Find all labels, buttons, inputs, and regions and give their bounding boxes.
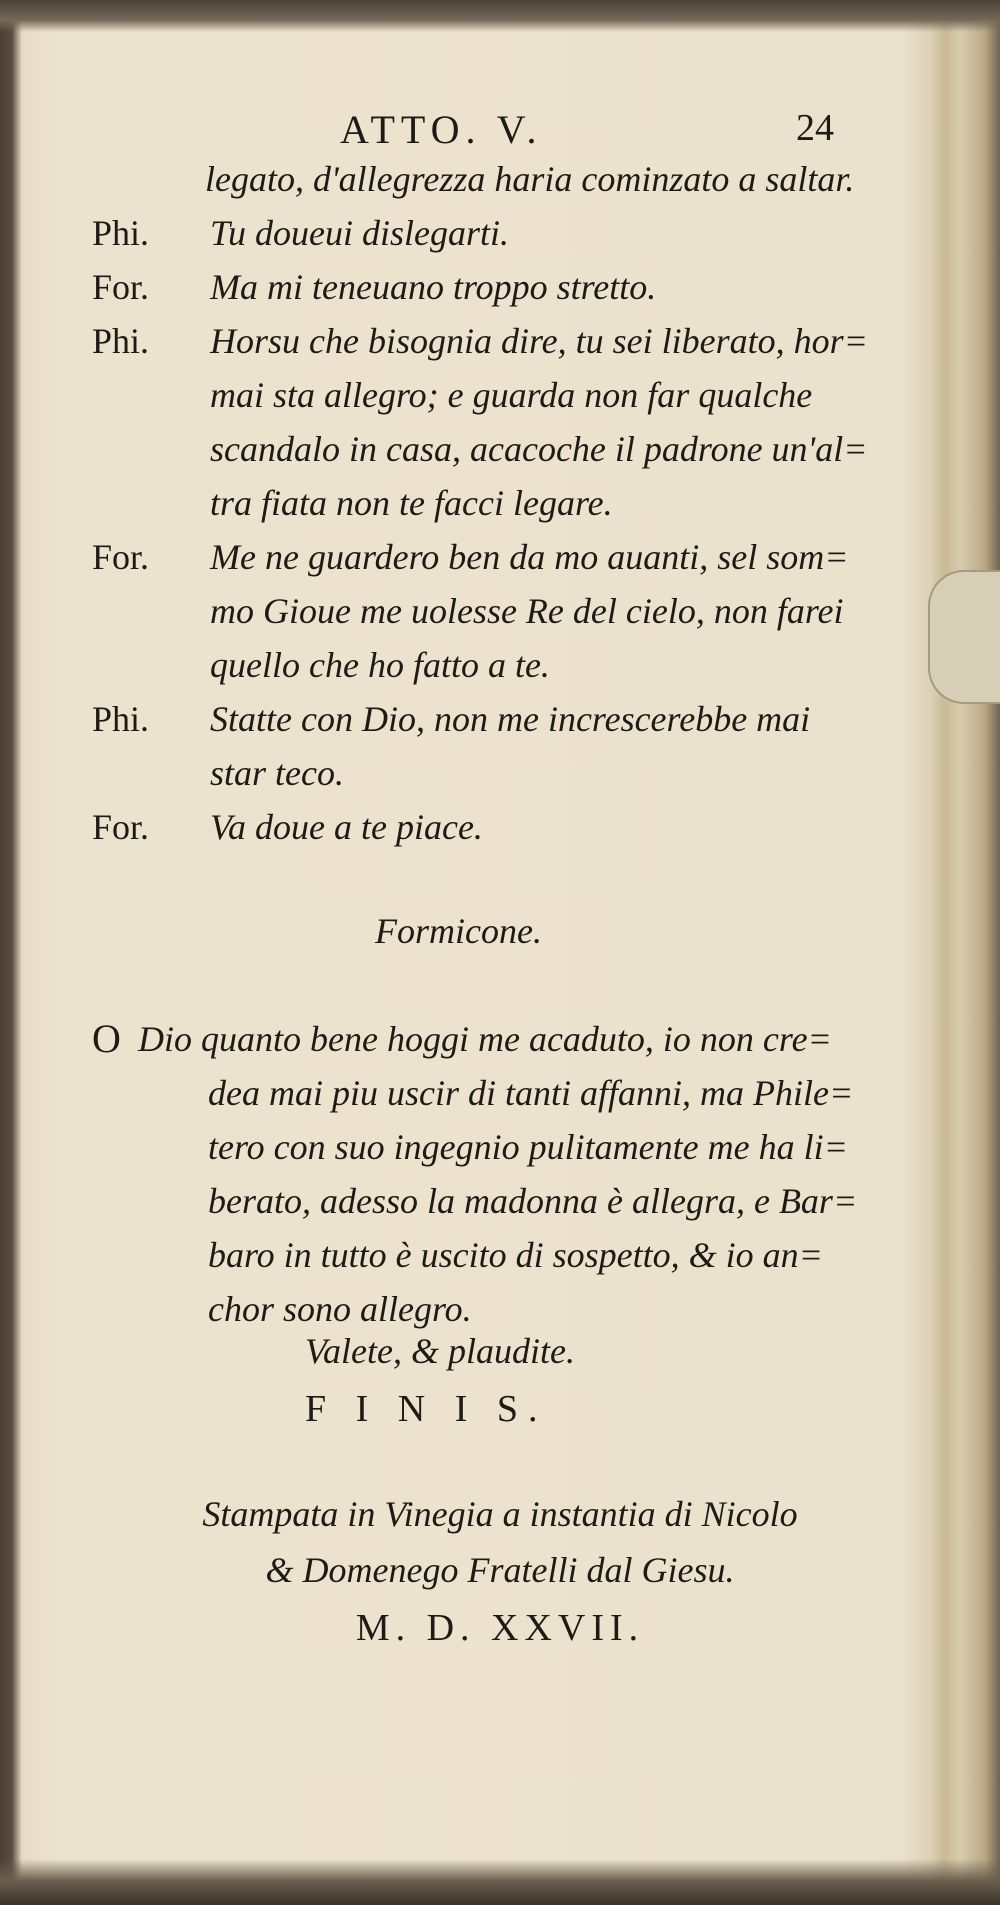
monologue-line: berato, adesso la madonna è allegra, e Bar= [208,1181,858,1221]
running-title: ATTO. V. [340,107,543,152]
dialogue-line: scandalo in casa, acacoche il padrone un'al= [210,429,868,469]
dialogue-line: Tu doueui dislegarti. [210,213,510,253]
colophon-date: M. D. XXVII. [355,1607,645,1649]
speaker-label: Phi. [92,213,150,253]
page-bottom-edge [0,1859,1000,1905]
dialogue-line: Horsu che bisognia dire, tu sei liberato, hor= [210,321,868,361]
speaker-label: For. [92,267,150,307]
dialogue-line: Statte con Dio, non me increscerebbe mai [210,699,811,739]
speaker-label: Phi. [92,699,150,739]
monologue-line: Dio quanto bene hoggi me acaduto, io non cre= [138,1019,832,1059]
speaker-label: For. [92,807,150,847]
dialogue-line: star teco. [210,753,344,793]
page-number: 24 [796,107,834,149]
dialogue-line: mo Gioue me uolesse Re del cielo, non farei [210,591,844,631]
dialogue-line: tra fiata non te facci legare. [210,483,613,523]
colophon-line-1: Stampata in Vinegia a instantia di Nicolo [202,1494,798,1534]
colophon-line-2: & Domenego Fratelli dal Giesu. [265,1550,735,1590]
monologue-line: baro in tutto è uscito di sospetto, & io an= [208,1235,823,1275]
monologue-line: dea mai piu uscir di tanti affanni, ma Phile= [208,1073,854,1113]
monologue-line: tero con suo ingegnio pulitamente me ha li= [208,1127,848,1167]
dialogue-line: legato, d'allegrezza haria cominzato a saltar. [205,159,855,199]
valete-line: Valete, & plaudite. [305,1331,575,1371]
dialogue-line: Ma mi teneuano troppo stretto. [210,267,657,307]
monologue-line: chor sono allegro. [208,1289,472,1329]
page-header [340,106,860,156]
drop-initial: O [92,1016,121,1061]
monologue-heading: Formicone. [375,911,542,951]
dialogue-line: Me ne guardero ben da mo auanti, sel som= [210,537,849,577]
dialogue-line: Va doue a te piace. [210,807,483,847]
dialogue-line: quello che ho fatto a te. [210,645,550,685]
speaker-label: Phi. [92,321,150,361]
finis: F I N I S. [305,1388,548,1430]
speaker-label: For. [92,537,150,577]
dialogue-line: mai sta allegro; e guarda non far qualche [210,375,813,415]
